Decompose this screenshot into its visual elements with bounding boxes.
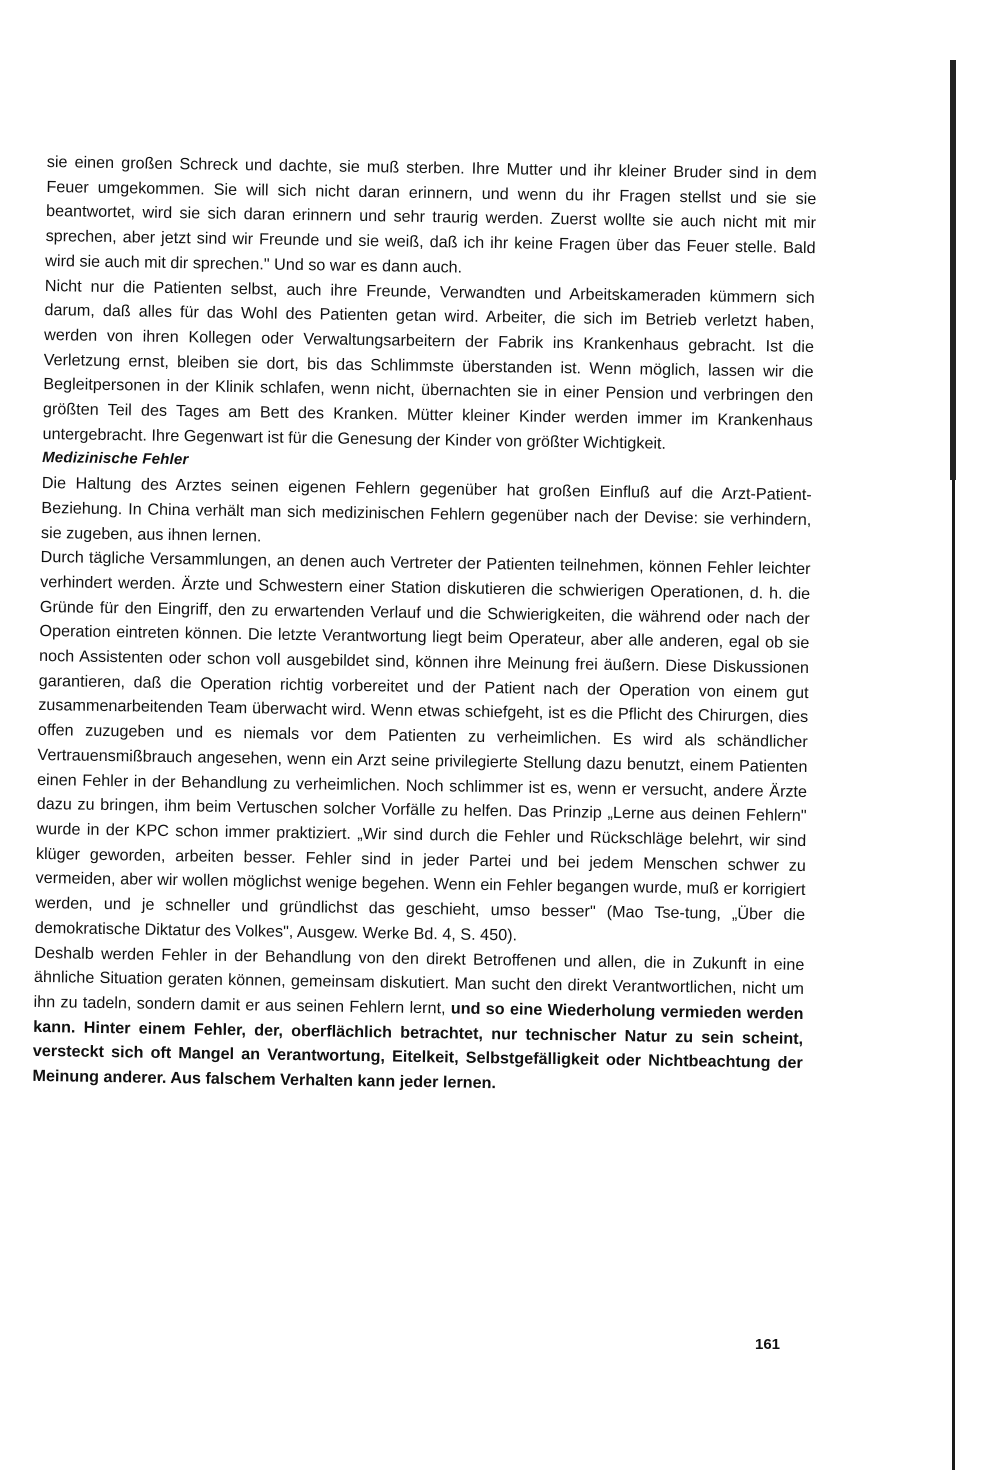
- paragraph-section-1: Die Haltung des Arztes seinen eigenen Fehlern gegenüber hat großen Einfluß auf die Arzt-Patient-Beziehung. In China verhält man sich medizinischen Fehlern gegenüber nach der Devise: sie verhindern, sie zugeben, aus ihnen lernen.: [40, 474, 812, 545]
- body-text: [32, 150, 817, 1101]
- paragraph-section-3-text: Deshalb werden Fehler in der Behandlung von den direkt Betroffenen und allen, die in Zukunft in eine ähnliche Situation geraten können, gemeinsam diskutiert. Man sucht den direkt Verantwortlichen, nicht um ihn zu tadeln, sondern damit er aus seinen Fehlern lernt,: [33, 943, 805, 1018]
- page-number: 161: [755, 1336, 781, 1353]
- page-edge-shadow: [950, 60, 956, 480]
- paragraph-intro-1: sie einen großen Schreck und dachte, sie muß sterben. Ihre Mutter und ihr kleiner Bruder sind in dem Feuer umgekommen. Sie will sich nicht daran erinnern, und wenn du ihr Fragen stellst und sie sie beantwortet, wird sie sich daran erinnern und sehr traurig werden. Zuerst wollte sie auch nicht mit mir sprechen, aber jetzt sind wir Freunde und sie weiß, daß ich ihr keine Fragen über das Feuer stelle. Bald wird sie auch mit dir sprechen." Und so war es dann auch.: [45, 152, 817, 277]
- paragraph-section-3: [32, 940, 804, 1100]
- paragraph-section-3-bold: und so eine Wiederholung vermieden werden kann. Hinter einem Fehler, der, oberflächlich betrachtet, nur technischer Natur zu sein scheint, versteckt sich oft Mangel an Verantwortung, Eitelkeit, Selbstgefälligkeit oder Nichtbeachtung der Meinung anderer. Aus falschem Verhalten kann jeder lernen.: [32, 999, 804, 1093]
- paragraph-intro-2: Nicht nur die Patienten selbst, auch ihre Freunde, Verwandten und Arbeitskameraden kümmern sich darum, daß alles für das Wohl des Patienten getan wird. Arbeiter, die sich im Betrieb verletzt haben, werden von ihren Kollegen oder Verwaltungsarbeitern der Fabrik ins Krankenhaus gebracht. Ist die Verletzung ernst, bleiben sie dort, bis das Schlimmste überstanden ist. Wenn möglich, lassen wir die Begleitpersonen in der Klinik schlafen, wenn nicht, übernachten sie in einer Pension und verbringen den größten Teil des Tages am Bett des Kranken. Mütter kleiner Kinder werden immer im Krankenhaus untergebracht. Ihre Gegenwart ist für die Genesung der Kinder von größter Wichtigkeit.: [42, 276, 815, 453]
- section-heading: Medizinische Fehler: [42, 449, 189, 469]
- paragraph-section-2: Durch tägliche Versammlungen, an denen auch Vertreter der Patienten teilnehmen, können Fehler leichter verhindert werden. Ärzte und Schwestern einer Station diskutieren die schwierigen Operationen, d. h. die Gründe für den Eingriff, den zu erwartenden Verlauf und die Schwierigkeiten, die während oder nach der Operation eintreten können. Die letzte Verantwortung liegt beim Operateur, aber alle anderen, egal ob sie noch Assistenten oder schon voll ausgebildet sind, können ihre Meinung frei äußern. Diese Diskussionen garantieren, daß die Operation richtig vorbereitet und der Patient nach der Operation von einem gut zusammenarbeitenden Team überwacht wird. Wenn etwas schiefgeht, ist es die Pflicht des Chirurgen, dies offen zuzugeben und es niemals vor dem Patienten zu verheimlichen. Es wird als schändlicher Vertrauensmißbrauch angesehen, wenn ein Arzt seine privilegierte Stellung dazu benutzt, einem Patienten einen Fehler in der Behandlung zu verheimlichen. Noch schlimmer ist es, wenn er versucht, andere Ärzte dazu zu bringen, ihm beim Vertuschen solcher Vorfälle zu helfen. Das Prinzip „Lerne aus deinen Fehlern" wurde in der KPC schon immer praktiziert. „Wir sind durch die Fehler und Rückschläge belehrt, wir sind klüger geworden, arbeiten besser. Fehler sind in jeder Partei und bei jedem Menschen schwer zu vermeiden, aber wir wollen möglichst wenige begehen. Wenn ein Fehler begangen wurde, muß er korrigiert werden, und je schneller und gründlichst das geschieht, umso besser" (Mao Tse-tung, „Über die demokratische Diktatur des Volkes", Ausgew. Werke Bd. 4, S. 450).: [34, 548, 811, 945]
